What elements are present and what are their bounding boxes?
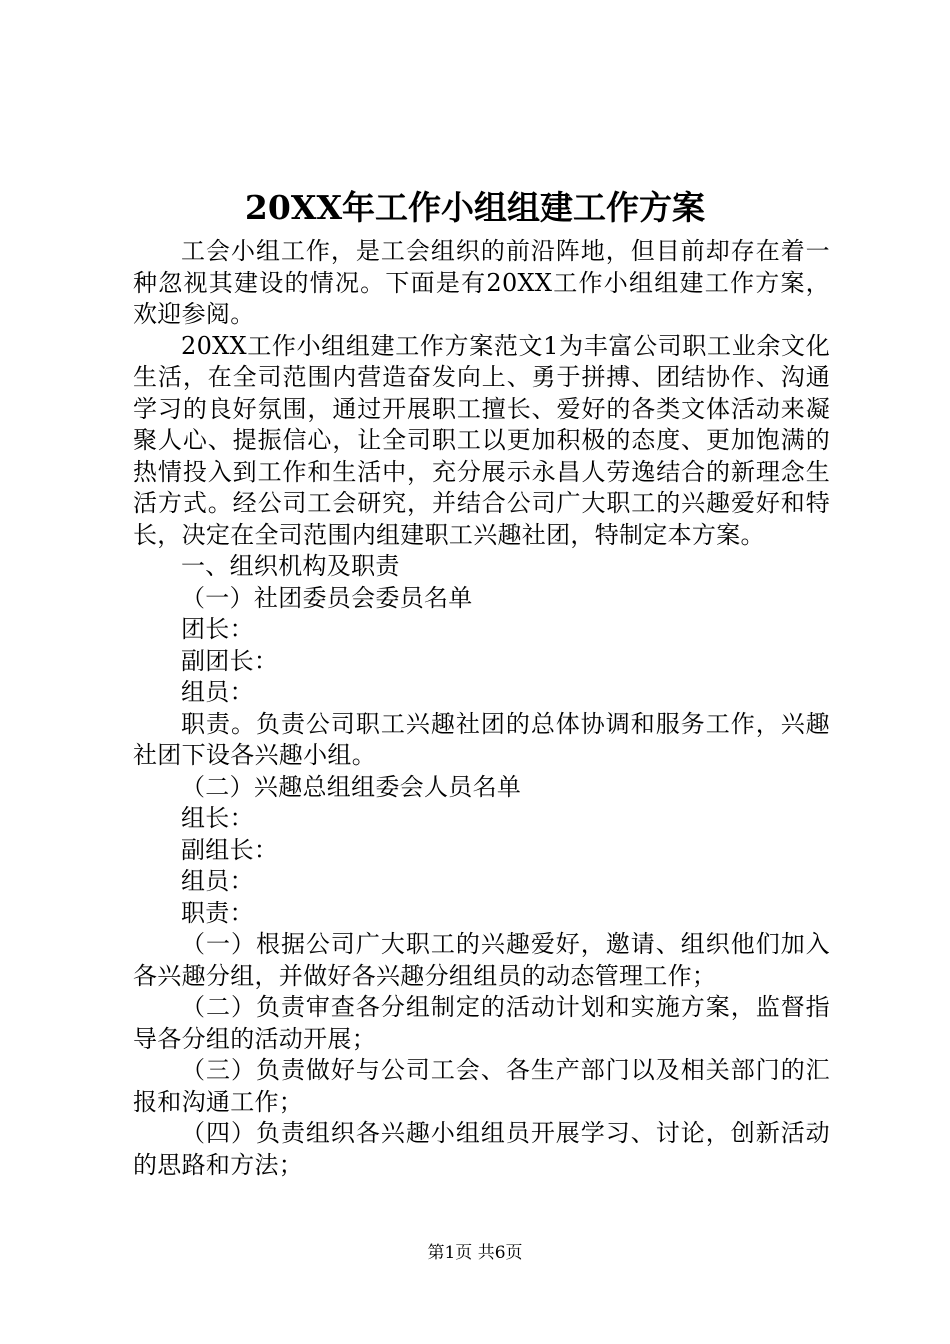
body-paragraph: 20XX工作小组组建工作方案范文1为丰富公司职工业余文化生活，在全司范围内营造奋发向上、勇于拼搏、团结协作、沟通学习的良好氛围，通过开展职工擅长、爱好的各类文体活动来凝聚人心、提振信心，让全司职工以更加积极的态度、更加饱满的热情投入到工作和生活中，充分展示永昌人劳逸结合的新理念生活方式。经公司工会研究，并结合公司广大职工的兴趣爱好和特长，决定在全司范围内组建职工兴趣社团，特制定本方案。: [133, 331, 830, 549]
field-line: 职责：: [181, 898, 254, 927]
duty-paragraph: 职责。负责公司职工兴趣社团的总体协调和服务工作，兴趣社团下设各兴趣小组。: [133, 709, 830, 769]
field-line: 副组长：: [181, 835, 279, 864]
list-item: （二）负责审查各分组制定的活动计划和实施方案，监督指导各分组的活动开展；: [133, 993, 830, 1053]
field-line: 组员：: [181, 678, 254, 706]
field-line: 副团长：: [181, 646, 279, 675]
subsection-heading: （二）兴趣总组组委会人员名单: [181, 772, 522, 801]
document-body: [133, 236, 830, 1181]
field-line: 组员：: [181, 867, 254, 895]
subsection-heading: （一）社团委员会委员名单: [181, 583, 473, 612]
intro-paragraph: 工会小组工作，是工会组织的前沿阵地，但目前却存在着一种忽视其建设的情况。下面是有20XX工作小组组建工作方案，欢迎参阅。: [133, 237, 830, 328]
document-title: 20XX年工作小组组建工作方案: [244, 188, 706, 227]
field-line: 组长：: [181, 804, 254, 832]
list-item: （四）负责组织各兴趣小组组员开展学习、讨论，创新活动的思路和方法；: [133, 1119, 830, 1179]
list-item: （三）负责做好与公司工会、各生产部门以及相关部门的汇报和沟通工作；: [133, 1056, 830, 1116]
section-heading: 一、组织机构及职责: [181, 552, 400, 580]
list-item: （一）根据公司广大职工的兴趣爱好，邀请、组织他们加入各兴趣分组，并做好各兴趣分组组员的动态管理工作；: [133, 930, 830, 990]
page-number: 第1页 共6页: [427, 1243, 523, 1263]
field-line: 团长：: [181, 615, 254, 643]
